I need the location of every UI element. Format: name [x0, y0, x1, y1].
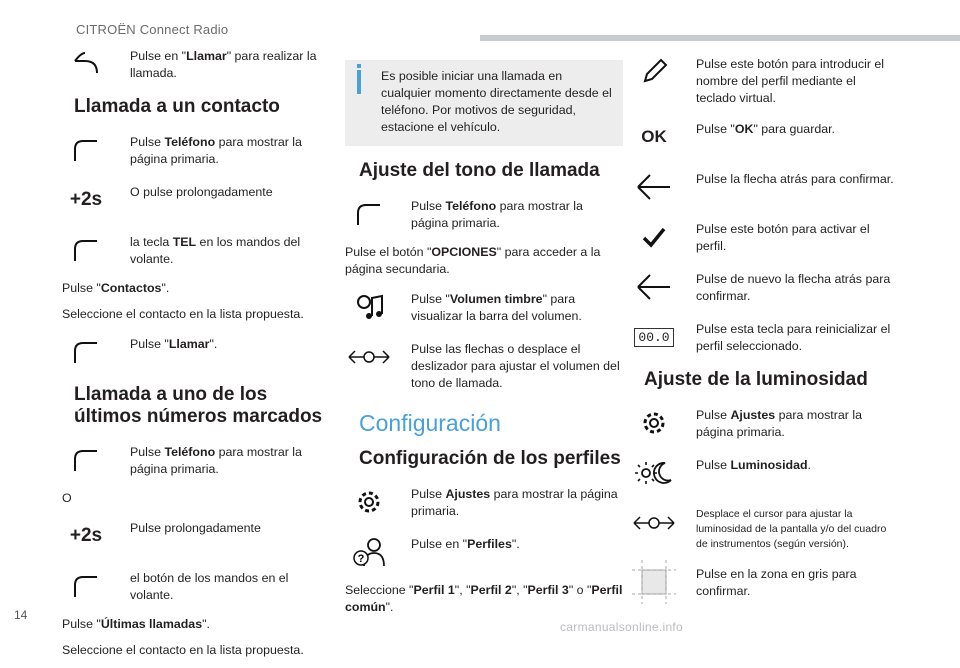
- touch-tap-icon: [62, 44, 110, 84]
- brightness-day-night-icon: [630, 453, 678, 493]
- step-ring-volume: Pulse "Volumen timbre" para visualizar la barra del volumen.: [345, 287, 623, 327]
- para-options: Pulse el botón "OPCIONES" para acceder a la página secundaria.: [345, 245, 601, 276]
- step-settings: Pulse Ajustes para mostrar la página primaria.: [345, 482, 623, 522]
- step-edit-name: Pulse este botón para introducir el nombre del perfil mediante el teclado virtual.: [630, 52, 898, 107]
- touch-tap-icon: [62, 230, 110, 270]
- para-contacts: Pulse "Contactos".: [62, 281, 170, 295]
- heading-call-contact: Llamada a un contacto: [74, 96, 280, 117]
- long-press-2s-icon: +2s: [69, 525, 103, 546]
- heading-profiles: Configuración de los perfiles: [359, 448, 621, 469]
- step-settings: Pulse Ajustes para mostrar la página primaria.: [630, 403, 898, 443]
- step-phone: Pulse Teléfono para mostrar la página primaria.: [62, 130, 324, 170]
- touch-tap-icon: [62, 332, 110, 372]
- step-slider: Pulse las flechas o desplace el deslizador para ajustar el volumen del tono de llamada.: [345, 337, 623, 392]
- column-3: [630, 52, 898, 612]
- para-select-profile: Seleccione "Perfil 1", "Perfil 2", "Perfil 3" o "Perfil común".: [345, 583, 623, 614]
- step-activate: Pulse este botón para activar el perfil.: [630, 217, 898, 257]
- gear-icon: [345, 482, 393, 522]
- step-ok: OK Pulse "OK" para guardar.: [630, 117, 898, 157]
- info-icon: [357, 70, 361, 94]
- step-brightness-slider: Desplace el cursor para ajustar la luminosidad de la pantalla y/o del cuadro de instrumentos (según versión).: [630, 503, 898, 552]
- heading-configuration: Configuración: [359, 410, 501, 436]
- svg-text:?: ?: [357, 553, 365, 565]
- long-press-2s-icon: +2s: [69, 189, 103, 210]
- step-long-press-2: +2s Pulse prolongadamente: [62, 516, 324, 556]
- watermark: carmanualsonline.info: [560, 620, 684, 634]
- step-back: Pulse la flecha atrás para confirmar.: [630, 167, 898, 207]
- step-brightness: Pulse Luminosidad.: [630, 453, 898, 493]
- grey-zone-icon: [630, 562, 678, 602]
- step-profiles: ? Pulse en "Perfiles".: [345, 532, 623, 572]
- checkmark-icon: [630, 217, 678, 257]
- slider-icon: [630, 503, 678, 543]
- reset-counter-icon: 00.0: [630, 317, 678, 357]
- back-arrow-icon: [630, 267, 678, 307]
- heading-recent-calls: Llamada a uno de los últimos números marcados: [74, 384, 323, 427]
- para-or: O: [62, 491, 72, 505]
- user-profile-icon: [345, 532, 393, 572]
- manual-header-title: CITROËN Connect Radio: [76, 22, 229, 37]
- back-arrow-icon: [630, 167, 678, 207]
- heading-brightness: Ajuste de la luminosidad: [644, 369, 868, 390]
- step-call: Pulse en "Llamar" para realizar la llamada.: [62, 44, 324, 84]
- para-select-contact: Seleccione el contacto en la lista propuesta.: [62, 307, 304, 321]
- slider-icon: [345, 337, 393, 377]
- touch-tap-icon: [62, 440, 110, 480]
- page-number: 14: [14, 608, 28, 622]
- ok-icon: OK: [641, 127, 667, 146]
- step-call-2: Pulse "Llamar".: [62, 332, 324, 372]
- step-tel-key: la tecla TEL en los mandos del volante.: [62, 230, 324, 270]
- info-box: Es posible iniciar una llamada en cualquier momento directamente desde el teléfono. Por motivos de seguridad, estacione el vehículo.: [345, 60, 623, 146]
- step-steering-button: el botón de los mandos en el volante.: [62, 566, 324, 606]
- gear-icon: [630, 403, 678, 443]
- para-last-calls: Pulse "Últimas llamadas".: [62, 617, 210, 631]
- step-grey-zone: Pulse en la zona en gris para confirmar.: [630, 562, 898, 602]
- step-reset: 00.0 Pulse esta tecla para reinicializar el perfil seleccionado.: [630, 317, 898, 357]
- step-long-press: +2s O pulse prolongadamente: [62, 180, 324, 220]
- header-divider: [480, 35, 960, 41]
- ringtone-volume-icon: [345, 287, 393, 327]
- touch-tap-icon: [62, 566, 110, 606]
- column-1: [62, 44, 324, 668]
- step-phone-2: Pulse Teléfono para mostrar la página primaria.: [62, 440, 324, 480]
- touch-tap-icon: [62, 130, 110, 170]
- column-2: [345, 60, 623, 625]
- step-back-2: Pulse de nuevo la flecha atrás para confirmar.: [630, 267, 898, 307]
- step-phone: Pulse Teléfono para mostrar la página primaria.: [345, 194, 623, 234]
- heading-ringtone: Ajuste del tono de llamada: [359, 160, 600, 181]
- para-select-contact-2: Seleccione el contacto en la lista propuesta.: [62, 643, 304, 657]
- touch-tap-icon: [345, 194, 393, 234]
- pencil-icon: [630, 52, 678, 92]
